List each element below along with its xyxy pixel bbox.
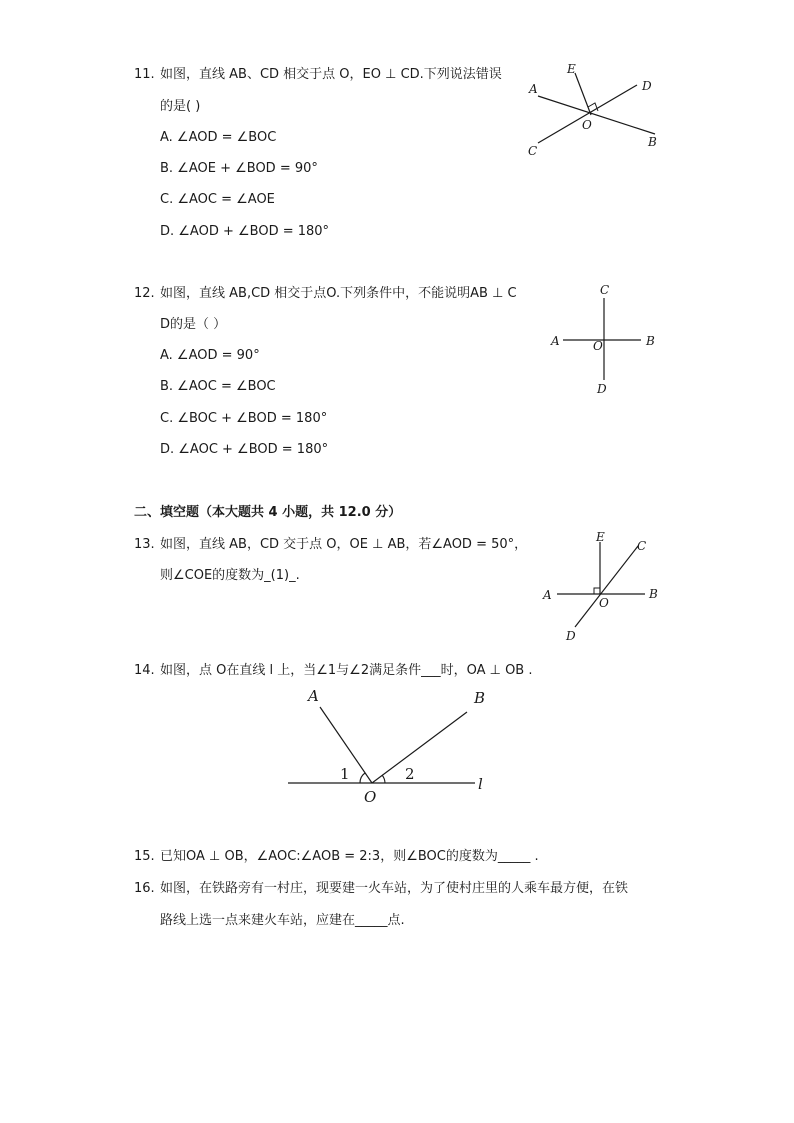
q12-label-b: B bbox=[646, 334, 655, 348]
q14-ray-ob bbox=[372, 712, 467, 783]
q13-stem-text1: 如图，直线 AB，CD 交于点 O，OE ⊥ AB，若∠AOD = 50°， bbox=[160, 537, 528, 552]
q13-label-a: A bbox=[543, 588, 552, 602]
section-heading: 二、填空题（本大题共 4 小题，共 12.0 分） bbox=[134, 505, 402, 520]
q11-option-c: C. ∠AOC = ∠AOE bbox=[160, 192, 275, 207]
q14-label-b: B bbox=[474, 689, 486, 707]
q11-option-b: B. ∠AOE + ∠BOD = 90° bbox=[160, 161, 318, 176]
q14-label-2: 2 bbox=[405, 765, 415, 783]
q11-label-c: C bbox=[528, 144, 538, 158]
q16-stem-text2: 路线上选一点来建火车站，应建在_____点. bbox=[160, 913, 405, 928]
q13-line-cd bbox=[575, 546, 638, 627]
q16-stem-line1 bbox=[134, 880, 628, 898]
q11-stem-line2 bbox=[160, 98, 200, 116]
q16-number: 16. bbox=[134, 881, 155, 896]
q11-label-a: A bbox=[529, 82, 538, 96]
q14-label-o: O bbox=[364, 788, 377, 806]
q13-right-angle-mark bbox=[594, 588, 600, 594]
q12-label-d: D bbox=[597, 382, 607, 396]
q12-figure bbox=[545, 280, 665, 400]
q11-label-e: E bbox=[567, 62, 576, 76]
q11-figure bbox=[520, 58, 670, 163]
q14-angle2-arc bbox=[382, 775, 385, 783]
q14-angle1-arc bbox=[360, 773, 365, 783]
q12-label-c: C bbox=[600, 283, 610, 297]
q16-stem-line2 bbox=[160, 912, 405, 930]
q14-label-a: A bbox=[308, 687, 319, 705]
q12-stem-text1: 如图，直线 AB,CD 相交于点O.下列条件中，不能说明AB ⊥ C bbox=[160, 286, 517, 301]
q15-stem-text1: 已知OA ⊥ OB，∠AOC:∠AOB = 2:3，则∠BOC的度数为_____ . bbox=[160, 849, 539, 864]
q16-stem-text1: 如图，在铁路旁有一村庄，现要建一火车站，为了使村庄里的人乘车最方便，在铁 bbox=[160, 881, 629, 896]
q12-stem-line2 bbox=[160, 316, 226, 334]
q13-label-b: B bbox=[649, 587, 658, 601]
q11-label-d: D bbox=[642, 79, 652, 93]
q12-label-o: O bbox=[593, 339, 603, 353]
q13-stem-line1 bbox=[134, 536, 527, 554]
q11-option-a: A. ∠AOD = ∠BOC bbox=[160, 130, 277, 145]
q13-number: 13. bbox=[134, 537, 155, 552]
q14-number: 14. bbox=[134, 663, 155, 678]
q11-option-d: D. ∠AOD + ∠BOD = 180° bbox=[160, 224, 330, 239]
q13-label-d: D bbox=[566, 629, 576, 643]
q11-number: 11. bbox=[134, 67, 155, 82]
q11-stem-line1 bbox=[134, 66, 502, 84]
q11-line-cd bbox=[538, 85, 637, 143]
q13-label-e: E bbox=[596, 530, 605, 544]
q12-number: 12. bbox=[134, 286, 155, 301]
q12-option-b: B. ∠AOC = ∠BOC bbox=[160, 379, 276, 394]
q11-label-b: B bbox=[648, 135, 657, 149]
q12-option-c: C. ∠BOC + ∠BOD = 180° bbox=[160, 411, 328, 426]
q11-stem-text2: 的是( ) bbox=[160, 99, 201, 114]
q12-option-a: A. ∠AOD = 90° bbox=[160, 348, 260, 363]
q12-stem-line1 bbox=[134, 285, 517, 303]
q13-label-c: C bbox=[637, 539, 647, 553]
q15-stem-line1 bbox=[134, 848, 539, 866]
q13-stem-line2 bbox=[160, 567, 300, 585]
q14-figure bbox=[280, 685, 500, 815]
q12-label-a: A bbox=[551, 334, 560, 348]
q11-line-ab bbox=[538, 96, 655, 134]
q13-figure bbox=[540, 528, 670, 648]
q14-stem-text1: 如图，点 O在直线 l 上，当∠1与∠2满足条件___时，OA ⊥ OB . bbox=[160, 663, 533, 678]
q13-label-o: O bbox=[599, 596, 609, 610]
q13-stem-text2: 则∠COE的度数为_(1)_. bbox=[160, 568, 300, 583]
q12-option-d: D. ∠AOC + ∠BOD = 180° bbox=[160, 442, 329, 457]
q11-label-o: O bbox=[582, 118, 592, 132]
q11-stem-text1: 如图，直线 AB、CD 相交于点 O，EO ⊥ CD.下列说法错误 bbox=[160, 67, 502, 82]
q14-label-l: l bbox=[478, 775, 483, 793]
q14-label-1: 1 bbox=[340, 765, 350, 783]
q12-stem-text2: D的是（ ） bbox=[160, 317, 227, 332]
q15-number: 15. bbox=[134, 849, 155, 864]
q14-stem-line1 bbox=[134, 662, 533, 680]
